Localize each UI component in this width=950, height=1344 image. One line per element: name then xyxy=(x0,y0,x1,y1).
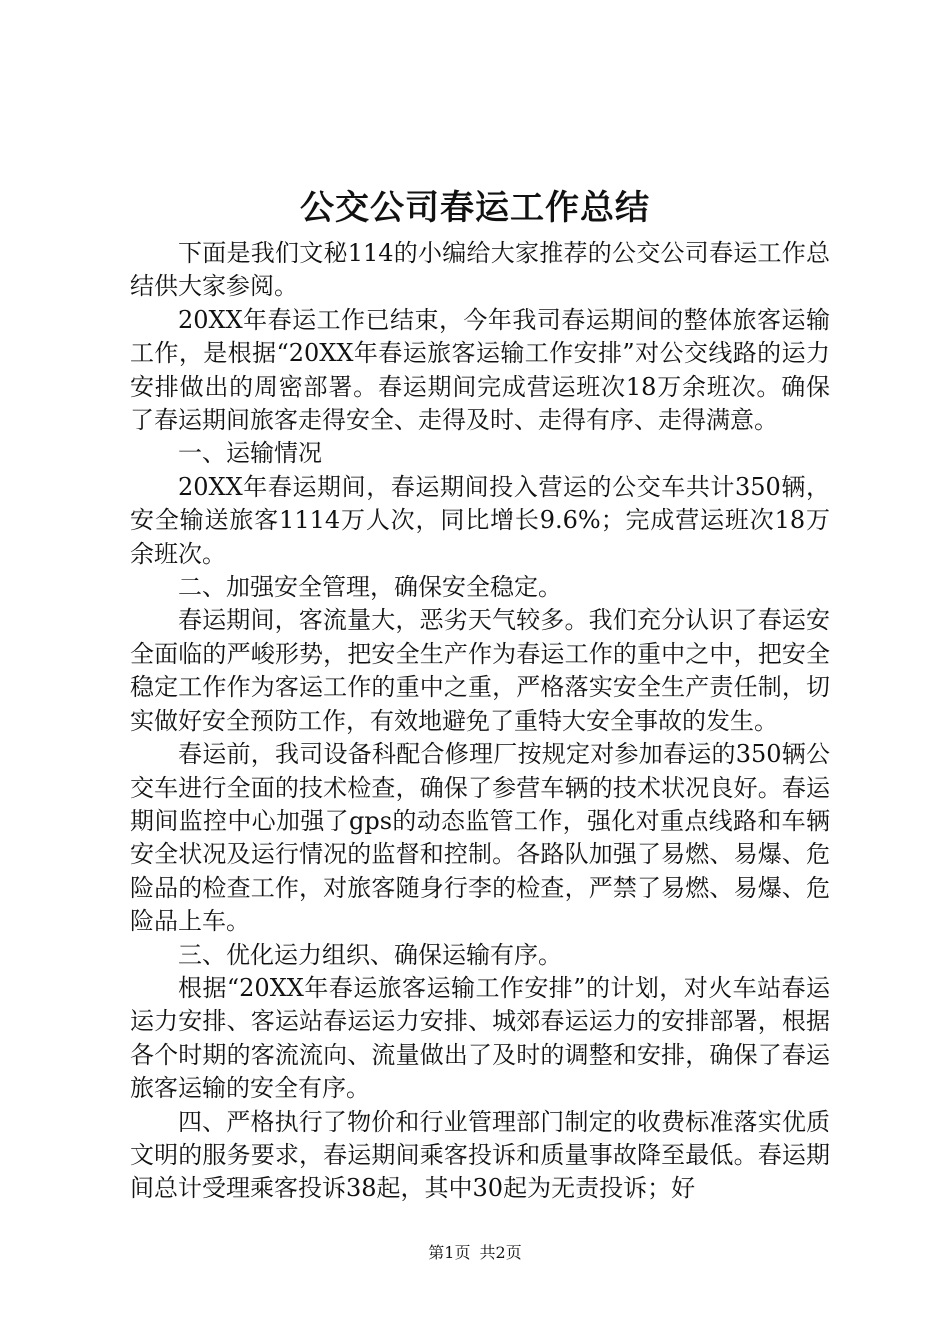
paragraph: 20XX年春运工作已结束，今年我司春运期间的整体旅客运输工作，是根据“20XX年春运旅客运输工作安排”对公交线路的运力安排做出的周密部署。春运期间完成营运班次18万余班次。确保了春运期间旅客走得安全、走得及时、走得有序、走得满意。 xyxy=(130,305,830,435)
section-heading: 一、运输情况 xyxy=(178,439,322,468)
page-footer: 第1页 共2页 xyxy=(428,1243,522,1262)
paragraph: 根据“20XX年春运旅客运输工作安排”的计划，对火车站春运运力安排、客运站春运运力安排、城郊春运运力的安排部署，根据各个时期的客流流向、流量做出了及时的调整和安排，确保了春运旅客运输的安全有序。 xyxy=(130,973,830,1103)
section-heading: 二、加强安全管理，确保安全稳定。 xyxy=(178,573,562,602)
paragraph: 下面是我们文秘114的小编给大家推荐的公交公司春运工作总结供大家参阅。 xyxy=(130,239,830,301)
paragraph: 春运前，我司设备科配合修理厂按规定对参加春运的350辆公交车进行全面的技术检查，确保了参营车辆的技术状况良好。春运期间监控中心加强了gps的动态监管工作，强化对重点线路和车辆安全状况及运行情况的监督和控制。各路队加强了易燃、易爆、危险品的检查工作，对旅客随身行李的检查，严禁了易燃、易爆、危险品上车。 xyxy=(130,740,830,936)
paragraph: 四、严格执行了物价和行业管理部门制定的收费标准落实优质文明的服务要求，春运期间乘客投诉和质量事故降至最低。春运期间总计受理乘客投诉38起，其中30起为无责投诉；好 xyxy=(130,1107,830,1203)
paragraph: 春运期间，客流量大，恶劣天气较多。我们充分认识了春运安全面临的严峻形势，把安全生产作为春运工作的重中之中，把安全稳定工作作为客运工作的重中之重，严格落实安全生产责任制，切实做好安全预防工作，有效地避免了重特大安全事故的发生。 xyxy=(130,606,830,735)
page-title: 公交公司春运工作总结 xyxy=(300,188,650,228)
document-body xyxy=(130,237,830,1206)
section-heading: 三、优化运力组织、确保运输有序。 xyxy=(178,940,562,969)
paragraph: 20XX年春运期间，春运期间投入营运的公交车共计350辆，安全输送旅客1114万人次，同比增长9.6%；完成营运班次18万余班次。 xyxy=(130,472,830,568)
